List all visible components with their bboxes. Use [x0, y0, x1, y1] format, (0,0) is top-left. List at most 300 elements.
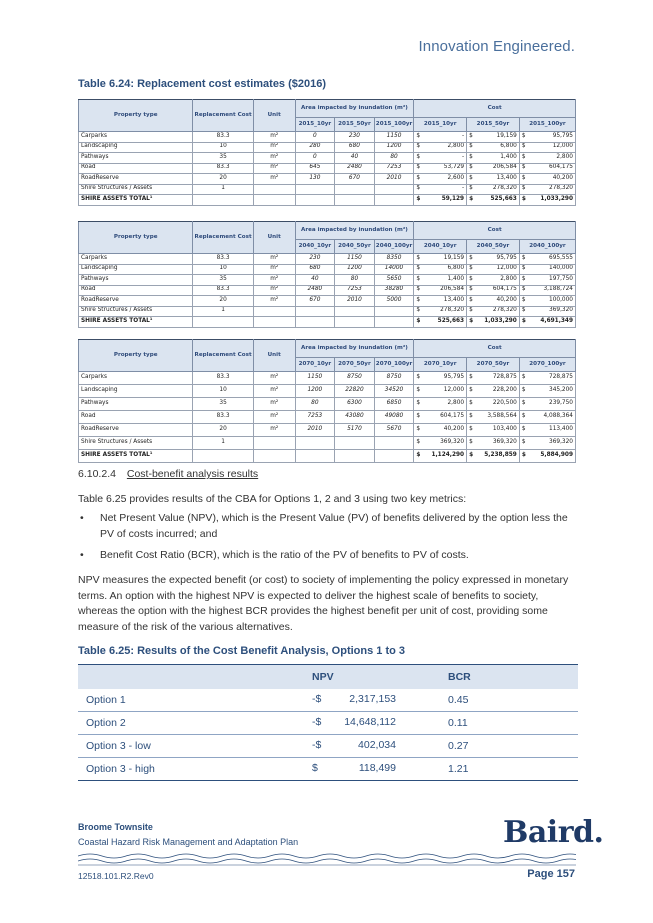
total-row: [79, 317, 576, 328]
cost-cell: $ 3,188,724: [519, 285, 575, 296]
document-reference: 12518.101.R2.Rev0: [78, 871, 154, 881]
area-year-header: 2070_50yr: [335, 358, 375, 372]
area-cell: 38280: [374, 285, 414, 296]
area-cell: 5650: [374, 275, 414, 286]
table-header-row: [78, 665, 578, 689]
currency-symbol: $: [469, 374, 473, 381]
cost-header: Cost: [414, 100, 576, 118]
bcr-cell: 0.45: [448, 689, 578, 712]
currency-symbol: $: [469, 132, 473, 139]
table-6-25-title: Table 6.25: Results of the Cost Benefit Analysis, Options 1 to 3: [78, 645, 406, 657]
replacement-cost-cell: 10: [193, 142, 253, 153]
area-cell: [374, 437, 414, 450]
cost-cell: $ 40,200: [467, 296, 520, 307]
area-cell: 645: [295, 163, 335, 174]
area-cell: 680: [335, 142, 375, 153]
cost-cell: $ 728,875: [519, 372, 575, 385]
area-cell: 43080: [335, 411, 375, 424]
currency-symbol: $: [521, 286, 526, 293]
currency-symbol: $: [416, 254, 421, 261]
cost-year-header: 2015_10yr: [414, 118, 467, 132]
area-cell: 80: [335, 275, 375, 286]
property-type-cell: Carparks: [79, 132, 193, 143]
replacement-cost-cell: 20: [193, 296, 253, 307]
list-item: • Net Present Value (NPV), which is the Present Value (PV) of benefits delivered by the option less the PV of costs incurred; and: [80, 512, 568, 540]
currency-symbol: $: [521, 254, 526, 261]
total-cost-cell: $ 525,663: [467, 195, 520, 206]
bullet-icon: •: [80, 549, 84, 561]
currency-symbol: $: [521, 195, 526, 202]
cost-cell: $ 19,159: [414, 254, 467, 265]
property-type-cell: Carparks: [79, 254, 193, 265]
property-type-cell: Road: [79, 411, 193, 424]
cost-year-header: 2070_100yr: [519, 358, 575, 372]
cost-cell: $ 369,320: [467, 437, 520, 450]
cba-results-table: [78, 664, 578, 781]
cost-cell: $ 278,320: [467, 184, 520, 195]
total-cost-cell: $ 5,884,909: [519, 450, 575, 463]
area-year-header: 2040_50yr: [335, 240, 375, 254]
currency-symbol: $: [469, 439, 473, 446]
cost-cell: $ 103,400: [467, 424, 520, 437]
table-6-24-title: Table 6.24: Replacement cost estimates ($2016): [78, 78, 327, 90]
table-row: [79, 411, 576, 424]
currency-symbol: $: [521, 265, 526, 272]
cost-cell: $ 278,320: [414, 306, 467, 317]
cost-cell: $ 369,320: [414, 437, 467, 450]
cost-cell: $ 1,400: [467, 153, 520, 164]
currency-symbol: $: [416, 317, 421, 324]
area-year-header: 2070_100yr: [374, 358, 414, 372]
currency-symbol: $: [521, 185, 526, 192]
cost-cell: $ 2,800: [414, 398, 467, 411]
total-row: [79, 195, 576, 206]
cost-cell: $ 604,175: [414, 411, 467, 424]
replacement-cost-header: Replacement Cost: [193, 340, 253, 372]
cost-year-header: 2015_100yr: [519, 118, 575, 132]
cost-cell: $ -: [414, 184, 467, 195]
option-cell: Option 1: [78, 689, 248, 712]
replacement-cost-cell: 35: [193, 153, 253, 164]
cost-cell: $ 604,175: [467, 285, 520, 296]
cost-table-2015: [78, 99, 576, 206]
cost-cell: $ 19,159: [467, 132, 520, 143]
area-year-header: 2040_100yr: [374, 240, 414, 254]
table-row: [79, 184, 576, 195]
total-label: SHIRE ASSETS TOTAL¹: [79, 317, 193, 328]
bcr-cell: 1.21: [448, 758, 578, 781]
unit-cell: [253, 306, 295, 317]
replacement-cost-header: Replacement Cost: [193, 222, 253, 254]
area-cell: 14000: [374, 264, 414, 275]
cost-cell: $ 12,000: [414, 385, 467, 398]
bullet-icon: •: [80, 512, 84, 524]
currency-symbol: $: [469, 195, 474, 202]
area-impacted-header: Area impacted by inundation (m²): [295, 340, 414, 358]
total-row: [79, 450, 576, 463]
npv-header: NPV: [248, 665, 448, 689]
replacement-cost-cell: 1: [193, 306, 253, 317]
replacement-cost-cell: 35: [193, 398, 253, 411]
property-type-cell: RoadReserve: [79, 296, 193, 307]
area-cell: 49080: [374, 411, 414, 424]
cost-cell: $ 100,000: [519, 296, 575, 307]
currency-symbol: $: [469, 413, 473, 420]
cost-cell: $ 197,750: [519, 275, 575, 286]
table-row: [78, 758, 578, 781]
table-row: [79, 132, 576, 143]
property-type-header: Property type: [79, 222, 193, 254]
currency-symbol: $: [469, 307, 473, 314]
section-heading: [78, 468, 258, 480]
replacement-cost-cell: 20: [193, 424, 253, 437]
currency-symbol: $: [416, 164, 421, 171]
cost-cell: $ 278,320: [467, 306, 520, 317]
currency-symbol: $: [469, 265, 473, 272]
area-cell: 130: [295, 174, 335, 185]
area-cell: [295, 184, 335, 195]
area-cell: [295, 437, 335, 450]
unit-cell: [253, 184, 295, 195]
cost-cell: $ 220,500: [467, 398, 520, 411]
cost-cell: $ 228,200: [467, 385, 520, 398]
area-cell: 6850: [374, 398, 414, 411]
currency-symbol: $: [469, 286, 473, 293]
currency-symbol: $: [416, 296, 421, 303]
currency-symbol: -$: [312, 716, 322, 728]
area-year-header: 2015_50yr: [335, 118, 375, 132]
option-cell: Option 3 - low: [78, 735, 248, 758]
unit-cell: m²: [253, 174, 295, 185]
currency-symbol: $: [521, 132, 526, 139]
area-cell: 5000: [374, 296, 414, 307]
currency-symbol: $: [521, 143, 526, 150]
area-cell: 5670: [374, 424, 414, 437]
area-cell: [295, 306, 335, 317]
total-cost-cell: $ 1,124,290: [414, 450, 467, 463]
area-cell: [374, 306, 414, 317]
area-impacted-header: Area impacted by inundation (m²): [295, 222, 414, 240]
table-row: [79, 163, 576, 174]
unit-cell: m²: [253, 285, 295, 296]
page-number: Page 157: [527, 868, 575, 880]
cost-cell: $ 13,400: [467, 174, 520, 185]
npv-cell: [248, 689, 448, 712]
table-row: [79, 385, 576, 398]
currency-symbol: $: [521, 387, 526, 394]
area-year-header: 2015_10yr: [295, 118, 335, 132]
currency-symbol: $: [416, 452, 421, 459]
total-cost-cell: $ 5,238,859: [467, 450, 520, 463]
currency-symbol: $: [521, 317, 526, 324]
property-type-cell: RoadReserve: [79, 424, 193, 437]
table-header-row: [79, 222, 576, 240]
table-row: [79, 306, 576, 317]
currency-symbol: $: [469, 400, 473, 407]
area-cell: [335, 184, 375, 195]
cost-year-header: 2070_10yr: [414, 358, 467, 372]
wave-divider-icon: [78, 852, 576, 866]
cost-cell: $ 95,795: [519, 132, 575, 143]
area-cell: 1150: [335, 254, 375, 265]
npv-cell: [248, 758, 448, 781]
cost-cell: $ 140,000: [519, 264, 575, 275]
currency-symbol: $: [521, 452, 526, 459]
replacement-cost-cell: 10: [193, 385, 253, 398]
unit-cell: m²: [253, 254, 295, 265]
cost-cell: $ 12,000: [467, 264, 520, 275]
unit-cell: m²: [253, 153, 295, 164]
table-row: [79, 254, 576, 265]
currency-symbol: $: [416, 374, 421, 381]
currency-symbol: $: [469, 296, 473, 303]
cost-cell: $ 728,875: [467, 372, 520, 385]
replacement-cost-cell: 10: [193, 264, 253, 275]
area-cell: 2480: [295, 285, 335, 296]
cost-cell: $ 206,584: [467, 163, 520, 174]
baird-logo: Baird.: [503, 815, 604, 850]
property-type-header: Property type: [79, 100, 193, 132]
currency-symbol: $: [469, 426, 473, 433]
cost-cell: $ 1,400: [414, 275, 467, 286]
replacement-cost-cell: 20: [193, 174, 253, 185]
area-cell: 7253: [374, 163, 414, 174]
intro-paragraph: Table 6.25 provides results of the CBA for Options 1, 2 and 3 using two key metrics:: [78, 493, 467, 505]
area-cell: 22820: [335, 385, 375, 398]
currency-symbol: -$: [312, 692, 322, 705]
cost-cell: $ -: [414, 153, 467, 164]
area-cell: 1200: [335, 264, 375, 275]
cost-cell: $ 369,320: [519, 437, 575, 450]
property-type-cell: Pathways: [79, 275, 193, 286]
footer-project: Coastal Hazard Risk Management and Adaptation Plan: [78, 837, 299, 847]
cost-cell: $ 13,400: [414, 296, 467, 307]
table-header-row: [79, 100, 576, 118]
area-cell: 1150: [295, 372, 335, 385]
area-cell: 34520: [374, 385, 414, 398]
cost-cell: $ 206,584: [414, 285, 467, 296]
total-cost-cell: $ 525,663: [414, 317, 467, 328]
area-cell: [374, 184, 414, 195]
unit-cell: m²: [253, 142, 295, 153]
area-cell: [335, 306, 375, 317]
table-row: [79, 174, 576, 185]
area-cell: 0: [295, 153, 335, 164]
property-type-cell: Pathways: [79, 153, 193, 164]
currency-symbol: $: [416, 275, 421, 282]
table-header-row: [79, 340, 576, 358]
area-cell: 40: [295, 275, 335, 286]
replacement-cost-cell: 83.3: [193, 285, 253, 296]
unit-header: Unit: [253, 340, 295, 372]
property-type-cell: Road: [79, 285, 193, 296]
currency-symbol: $: [469, 387, 473, 394]
cost-year-header: 2015_50yr: [467, 118, 520, 132]
property-type-cell: Shire Structures / Assets: [79, 306, 193, 317]
area-cell: [335, 437, 375, 450]
replacement-cost-cell: 83.3: [193, 163, 253, 174]
currency-symbol: $: [416, 195, 421, 202]
replacement-cost-cell: 35: [193, 275, 253, 286]
table-row: [79, 285, 576, 296]
cost-cell: $ 95,795: [414, 372, 467, 385]
unit-cell: m²: [253, 424, 295, 437]
cost-year-header: 2040_10yr: [414, 240, 467, 254]
cost-cell: $ 3,588,564: [467, 411, 520, 424]
area-cell: 680: [295, 264, 335, 275]
npv-cell: [248, 712, 448, 735]
cost-cell: $ 113,400: [519, 424, 575, 437]
currency-symbol: $: [521, 439, 526, 446]
unit-cell: m²: [253, 275, 295, 286]
property-type-cell: Landscaping: [79, 264, 193, 275]
currency-symbol: $: [416, 439, 421, 446]
area-cell: 6300: [335, 398, 375, 411]
table-row: [79, 142, 576, 153]
area-cell: 7253: [335, 285, 375, 296]
total-label: SHIRE ASSETS TOTAL¹: [79, 195, 193, 206]
currency-symbol: $: [416, 307, 421, 314]
area-cell: 670: [335, 174, 375, 185]
cost-table-2070: [78, 339, 576, 463]
total-cost-cell: $ 59,129: [414, 195, 467, 206]
cost-year-header: 2040_50yr: [467, 240, 520, 254]
table-row: [79, 296, 576, 307]
area-cell: 2010: [295, 424, 335, 437]
area-year-header: 2040_10yr: [295, 240, 335, 254]
company-tagline: Innovation Engineered.: [418, 38, 575, 55]
cost-cell: $ 6,800: [414, 264, 467, 275]
currency-symbol: $: [469, 164, 473, 171]
currency-symbol: $: [416, 286, 421, 293]
area-cell: 0: [295, 132, 335, 143]
area-cell: 1150: [374, 132, 414, 143]
currency-symbol: $: [521, 374, 526, 381]
currency-symbol: $: [416, 413, 421, 420]
area-cell: 230: [295, 254, 335, 265]
area-cell: 8750: [335, 372, 375, 385]
currency-symbol: $: [469, 317, 474, 324]
cost-cell: $ 604,175: [519, 163, 575, 174]
unit-cell: m²: [253, 264, 295, 275]
metric-list: [78, 511, 578, 570]
currency-symbol: $: [416, 132, 421, 139]
section-number: 6.10.2.4: [78, 468, 116, 480]
table-row: [79, 398, 576, 411]
area-cell: 40: [335, 153, 375, 164]
cost-year-header: 2070_50yr: [467, 358, 520, 372]
property-type-cell: Pathways: [79, 398, 193, 411]
currency-symbol: $: [469, 174, 473, 181]
list-item: • Benefit Cost Ratio (BCR), which is the ratio of the PV of benefits to PV of costs.: [78, 548, 578, 564]
currency-symbol: $: [521, 275, 526, 282]
total-cost-cell: $ 4,691,349: [519, 317, 575, 328]
area-cell: 670: [295, 296, 335, 307]
npv-value: 14,648,112: [344, 716, 396, 728]
npv-explanation-paragraph: NPV measures the expected benefit (or cost) to society of implementing the policy expressed in monetary terms. An option with the highest NPV is expected to deliver the highest scale of benefits to society, whereas the option with the highest BCR provides the highest benefit per unit of cost, providing some measure of the risk of the various alternatives.: [78, 574, 569, 633]
unit-cell: m²: [253, 372, 295, 385]
cost-cell: $ 278,320: [519, 184, 575, 195]
area-cell: 2010: [374, 174, 414, 185]
property-type-cell: RoadReserve: [79, 174, 193, 185]
area-impacted-header: Area impacted by inundation (m²): [295, 100, 414, 118]
currency-symbol: $: [416, 153, 421, 160]
cost-year-header: 2040_100yr: [519, 240, 575, 254]
area-year-header: 2015_100yr: [374, 118, 414, 132]
currency-symbol: $: [521, 307, 526, 314]
area-cell: 1200: [295, 385, 335, 398]
currency-symbol: $: [469, 452, 474, 459]
cost-cell: $ 2,800: [519, 153, 575, 164]
cost-cell: $ 369,320: [519, 306, 575, 317]
currency-symbol: -$: [312, 739, 322, 751]
table-row: [79, 372, 576, 385]
replacement-cost-header: Replacement Cost: [193, 100, 253, 132]
table-row: [78, 712, 578, 735]
cost-cell: $ 4,088,364: [519, 411, 575, 424]
total-label: SHIRE ASSETS TOTAL¹: [79, 450, 193, 463]
cost-cell: $ 95,795: [467, 254, 520, 265]
property-type-cell: Road: [79, 163, 193, 174]
cost-cell: $ 2,600: [414, 174, 467, 185]
npv-value: 2,317,153: [349, 692, 396, 705]
unit-cell: m²: [253, 385, 295, 398]
cost-table-2040: [78, 221, 576, 328]
replacement-cost-cell: 83.3: [193, 372, 253, 385]
property-type-header: Property type: [79, 340, 193, 372]
bcr-header: BCR: [448, 665, 578, 689]
currency-symbol: $: [469, 185, 473, 192]
currency-symbol: $: [521, 153, 526, 160]
area-cell: 1200: [374, 142, 414, 153]
area-cell: 2010: [335, 296, 375, 307]
npv-cell: [248, 735, 448, 758]
currency-symbol: $: [416, 143, 421, 150]
bcr-cell: 0.27: [448, 735, 578, 758]
cost-cell: $ 2,800: [467, 275, 520, 286]
cost-cell: $ -: [414, 132, 467, 143]
cost-header: Cost: [414, 340, 576, 358]
table-row: [79, 275, 576, 286]
property-type-cell: Landscaping: [79, 142, 193, 153]
total-cost-cell: $ 1,033,290: [467, 317, 520, 328]
unit-cell: [253, 437, 295, 450]
currency-symbol: $: [521, 174, 526, 181]
area-cell: 280: [295, 142, 335, 153]
table-row: [79, 424, 576, 437]
table-row: [79, 153, 576, 164]
replacement-cost-cell: 1: [193, 437, 253, 450]
unit-cell: m²: [253, 296, 295, 307]
currency-symbol: $: [521, 400, 526, 407]
area-cell: 2480: [335, 163, 375, 174]
property-type-cell: Carparks: [79, 372, 193, 385]
cost-cell: $ 40,200: [414, 424, 467, 437]
cost-cell: $ 2,800: [414, 142, 467, 153]
currency-symbol: $: [521, 426, 526, 433]
replacement-cost-cell: 83.3: [193, 132, 253, 143]
currency-symbol: $: [469, 153, 473, 160]
property-type-cell: Shire Structures / Assets: [79, 184, 193, 195]
unit-header: Unit: [253, 222, 295, 254]
currency-symbol: $: [312, 762, 318, 774]
unit-cell: m²: [253, 411, 295, 424]
replacement-cost-cell: 1: [193, 184, 253, 195]
cost-header: Cost: [414, 222, 576, 240]
cost-cell: $ 6,800: [467, 142, 520, 153]
currency-symbol: $: [469, 275, 473, 282]
bcr-cell: 0.11: [448, 712, 578, 735]
